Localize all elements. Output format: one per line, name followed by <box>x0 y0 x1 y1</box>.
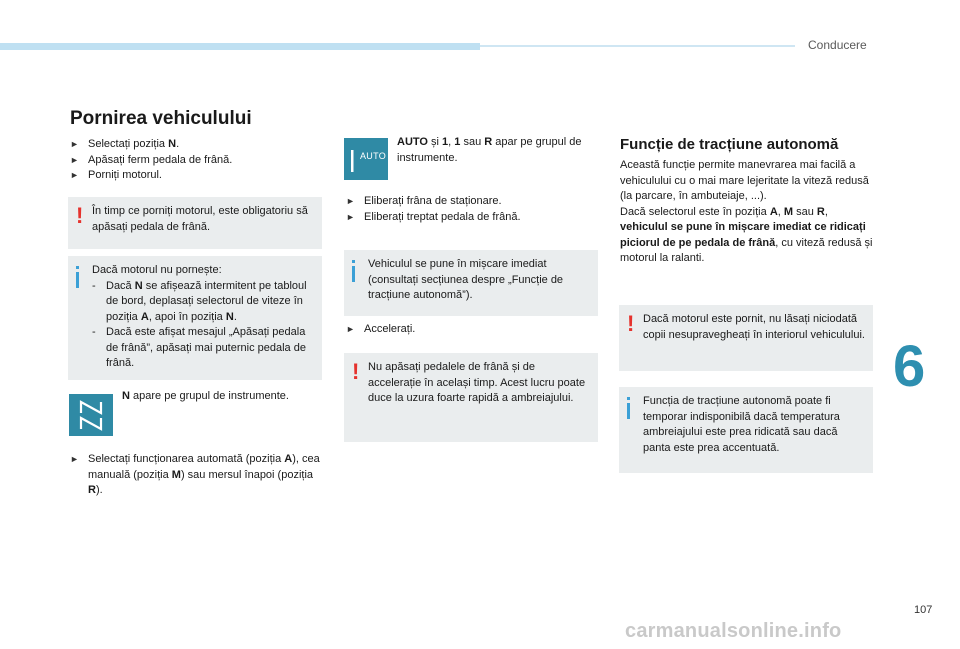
triangle-right-icon: ► <box>70 139 79 149</box>
section-title: Pornirea vehiculului <box>70 108 252 129</box>
triangle-right-icon: ► <box>70 170 79 180</box>
warning-box: ! Dacă motorul este pornit, nu lăsați niciodată copii nesupravegheați în interiorul vehiculului. <box>619 305 873 371</box>
info-box: Vehiculul se pune în mișcare imediat (consultați secțiunea despre „Funcție de tracțiune autonomă”). <box>344 250 598 316</box>
start-steps <box>70 137 320 184</box>
mode-step <box>70 452 320 499</box>
list-item: ► Porniți motorul. <box>70 168 320 184</box>
chapter-number: 6 <box>893 334 926 399</box>
accelerate-step <box>346 322 596 338</box>
n-indicator-text: N apare pe grupul de instrumente. <box>122 390 289 402</box>
auto-indicator-text: AUTO și 1, 1 sau R apar pe grupul de instrumente. <box>397 136 582 164</box>
warning-box: ! În timp ce porniți motorul, este obligatoriu să apăsați pedala de frână. <box>68 197 322 249</box>
list-item: ► Selectați funcționarea automată (poziția A), cea manuală (poziția M) sau mersul înapoi (poziția R). <box>70 452 320 499</box>
list-item: - Dacă este afișat mesajul „Apăsați pedala de frână”, apăsați mai puternic pedala de frână. <box>92 326 306 369</box>
triangle-right-icon: ► <box>346 196 355 206</box>
exclamation-icon: ! <box>627 311 635 336</box>
n-gear-indicator-icon <box>69 394 113 436</box>
info-intro: Dacă motorul nu pornește: <box>92 264 222 276</box>
triangle-right-icon: ► <box>70 454 79 464</box>
list-item: ► Accelerați. <box>346 322 596 338</box>
header-rule <box>480 45 795 47</box>
page-number: 107 <box>914 604 933 616</box>
info-box: Funcția de tracțiune autonomă poate fi temporar indisponibilă dacă temperatura ambreiajului este prea ridicată sau dacă panta este prea accentuată. <box>619 387 873 473</box>
exclamation-icon: ! <box>352 359 360 384</box>
header-accent-bar <box>0 43 480 50</box>
chapter-title: Conducere <box>808 38 867 52</box>
list-item: - Dacă N se afișează intermitent pe tabloul de bord, deplasați selectorul de viteze în poziția A, apoi în poziția N. <box>92 279 307 323</box>
list-item: ► Apăsați ferm pedala de frână. <box>70 153 320 169</box>
release-steps <box>346 194 596 225</box>
info-box <box>68 256 322 380</box>
triangle-right-icon: ► <box>346 211 355 222</box>
autonomous-traction-description: Această funcție permite manevrarea mai facilă a vehiculului cu o mai mare lejeritate la viteză redusă (la parcare, în ambuteiaje, ...). Dacă selectorul este în poziția A, M sau R, vehiculul se pune în mișcare imediat ce ridicați piciorul de pe pedala de frână, cu viteză redusă și motorul la ralanti. <box>620 159 873 264</box>
triangle-right-icon: ► <box>346 324 355 334</box>
list-item: ► Selectați poziția N. <box>70 137 320 153</box>
watermark: carmanualsonline.info <box>625 620 842 642</box>
triangle-right-icon: ► <box>70 154 79 165</box>
warning-box: ! Nu apăsați pedalele de frână și de accelerație în același timp. Acest lucru poate duce la uzura foarte rapidă a ambreiajului. <box>344 353 598 442</box>
exclamation-icon: ! <box>76 203 84 228</box>
subsection-title: Funcție de tracțiune autonomă <box>620 136 839 153</box>
list-item: ► Eliberați frâna de staționare. <box>346 194 596 210</box>
auto-mode-indicator-icon: AUTO <box>344 138 388 180</box>
list-item: ► Eliberați treptat pedala de frână. <box>346 210 596 226</box>
